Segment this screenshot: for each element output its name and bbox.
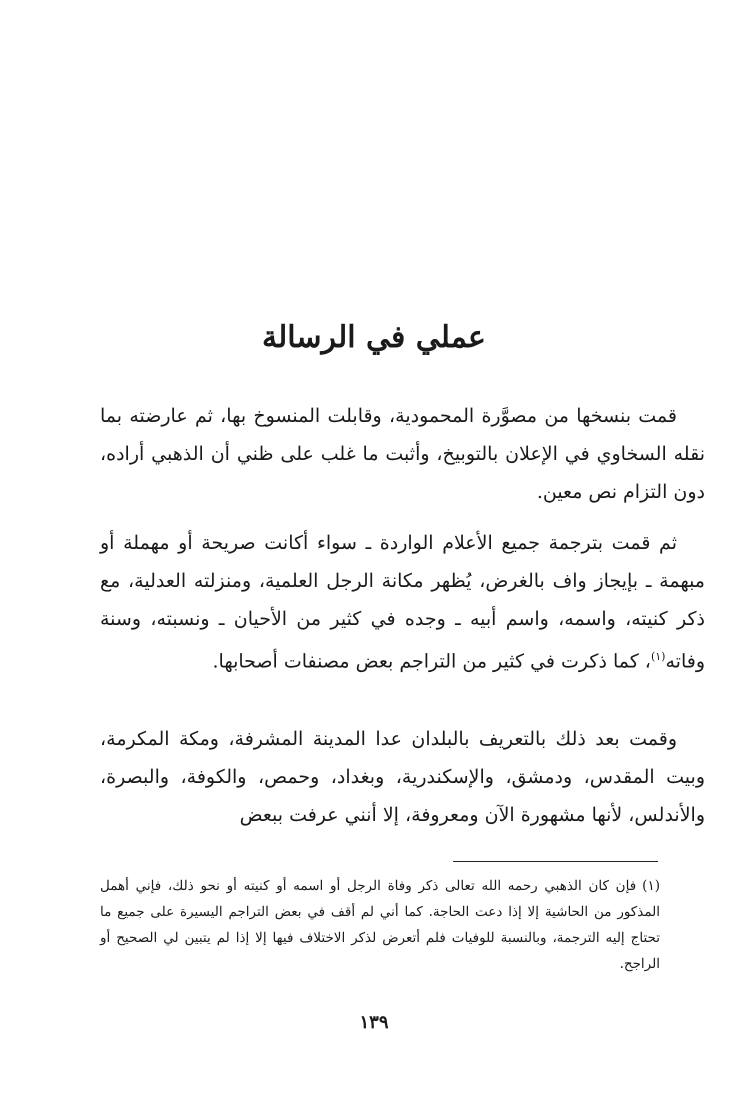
paragraph-2-text: ثم قمت بترجمة جميع الأعلام الواردة ـ سواء أكانت صريحة أو مهملة أو مبهمة ـ بإيجاز واف بالغرض، يُظهر مكانة الرجل العلمية، ومنزلته العدلية، مع ذكر كنيته، واسمه، واسم أبيه ـ وجده في كثير من الأحيان ـ ونسبته، وسنة وفاته (100, 532, 705, 673)
footnote-marker: (١) (642, 878, 660, 894)
paragraph-1-text: قمت بنسخها من مصوَّرة المحمودية، وقابلت المنسوخ بها، ثم عارضته بما نقله السخاوي في الإعلان بالتوبيخ، وأثبت ما غلب على ظني أن الذهبي أراده، دون التزام نص معين. (100, 405, 705, 503)
paragraph-2-text-end: ، كما ذكرت في كثير من التراجم بعض مصنفات أصحابها. (212, 650, 651, 673)
paragraph-1 (100, 397, 705, 511)
footnote-text: فإن كان الذهبي رحمه الله تعالى ذكر وفاة الرجل أو اسمه أو كنيته أو نحو ذلك، فإني أهمل المذكور من الحاشية إلا إذا دعت الحاجة. كما أني لم أقف في بعض التراجم اليسيرة على جميع ما تحتاج إليه الترجمة، وبالنسبة للوفيات فلم أتعرض لذكر الاختلاف فيها إلا إذا لم يتبين لي الصحيح أو الراجح. (100, 878, 660, 972)
paragraph-2 (100, 524, 705, 680)
footnote-reference: (١) (650, 650, 666, 663)
page-number: ١٣٩ (359, 1012, 389, 1033)
paragraph-3 (100, 720, 705, 834)
footnote-divider (453, 861, 658, 862)
paragraph-3-text: وقمت بعد ذلك بالتعريف بالبلدان عدا المدينة المشرفة، ومكة المكرمة، وبيت المقدس، ودمشق، والإسكندرية، وبغداد، وحمص، والكوفة، والبصرة، والأندلس، لأنها مشهورة الآن ومعروفة، إلا أنني عرفت ببعض (100, 728, 705, 826)
section-title: عملي في الرسالة (262, 320, 486, 355)
footnote (100, 873, 660, 977)
